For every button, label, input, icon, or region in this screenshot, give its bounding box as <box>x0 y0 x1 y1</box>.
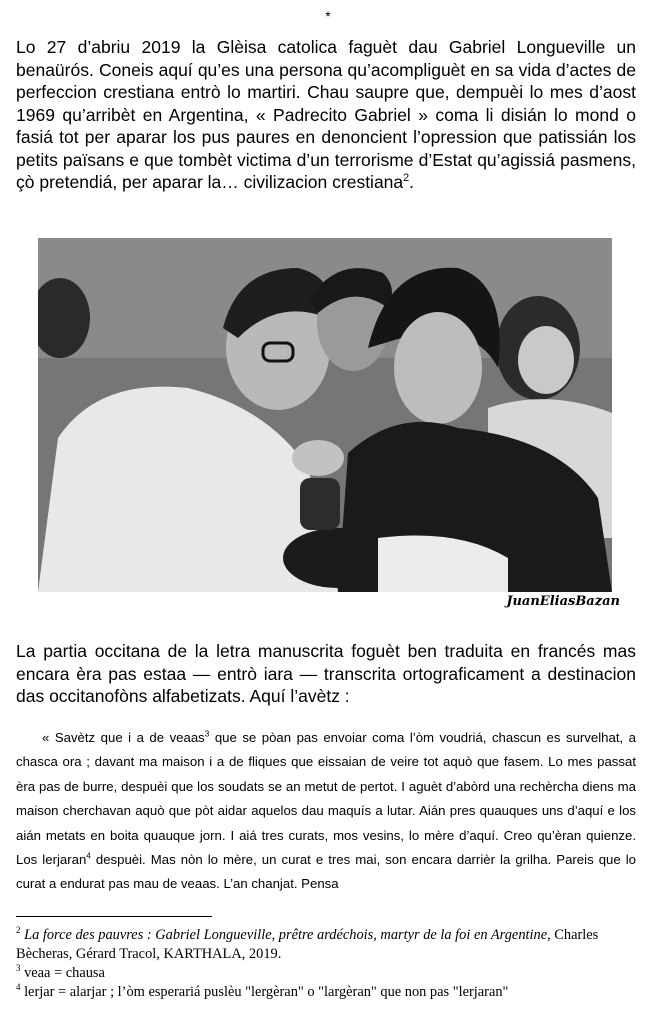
letter-text-middle: que se pòan pas envoiar coma l’òm voudriá, chascun es survelhat, a chasca ora ; davant ma maison i a de fliques que eissaian de veire tot aquò que fasem. Lo mes passat èra pas de burre, despuèi que los soudats se an metut de pertot. I aguèt d’abòrd una rechèrcha diens ma maison cherchavan aquò que pòt aidar aquelos dau maquís a lutar. Aián pres quauques uns d’aquí e los aián metats en boita quauque jorn. I aiá tres curats, mos vesins, lo mère d’aquí. Creo qu’èran quienze. Los lerjaran <box>16 730 636 868</box>
footnote-2-number: 2 <box>16 925 21 936</box>
photo-signature: JuanEliasBazan <box>506 594 620 609</box>
footnote-3-text: veaa = chausa <box>24 965 105 981</box>
intro-text: Lo 27 d’abriu 2019 la Glèisa catolica faguèt dau Gabriel Longueville un benaürós. Coneis aquí qu’es una persona qu’acompliguèt en sa vida d’actes de perfeccion crestiana entrò lo martiri. Chau saupre que, dempuèi lo mes d’aost 1969 qu’arribèt en Argentina, « Padrecito Gabriel » coma li disián lo mond o fasiá tot per aparar los pus paures en denoncient l’opression que patissián los petits païsans e que tombèt victima d’un terrorisme d’Estat qu’agissiá pasmens, çò pretendiá, per aparar la… civilizacion crestiana <box>16 37 636 192</box>
footnote-ref-4[interactable]: 4 <box>86 851 91 861</box>
intro-paragraph <box>16 36 636 194</box>
baptism-vessel <box>300 478 340 530</box>
footnote-ref-3[interactable]: 3 <box>204 729 210 739</box>
footnote-ref-2[interactable]: 2 <box>403 172 410 185</box>
intro-tail: . <box>409 172 415 192</box>
background-woman-face <box>518 326 574 394</box>
baby-head <box>283 528 393 588</box>
section-separator: * <box>325 8 331 24</box>
footnotes <box>16 926 640 1002</box>
footnote-4-number: 4 <box>16 982 21 993</box>
footnote-4-text: lerjar = alarjar ; l’òm esperariá puslèu "lergèran" o "largèran" que non pas "lerjaran" <box>24 984 509 1000</box>
woman-face <box>394 312 482 424</box>
letter-transcription <box>16 726 636 897</box>
footnote-4 <box>16 983 640 1002</box>
letter-text-start: « Savètz que i a de veaas <box>42 730 205 745</box>
transition-paragraph: La partia occitana de la letra manuscrita foguèt ben traduita en francés mas encara èra pas estaa — entrò iara — transcrita ortograficament a destinacion das occitanofòns alfabetizats. Aquí l’avètz : <box>16 641 636 706</box>
footnote-3-number: 3 <box>16 963 21 974</box>
footnote-3 <box>16 964 640 983</box>
footnote-2-title: La force des pauvres : Gabriel Longueville, prêtre ardéchois, martyr de la foi en Argentine <box>24 927 548 943</box>
photo-illustration <box>38 238 612 592</box>
footnote-2 <box>16 926 640 964</box>
priest-hand <box>292 440 344 476</box>
letter-text-end: despuèi. Mas nòn lo mère, un curat e tres mai, son encara darrièr la grilha. Pareis que lo curat a endurat pas mau de veaas. L’an chanjat. Pensa <box>16 852 636 892</box>
historical-photograph <box>38 238 612 592</box>
footnote-2-rest: , Charles Bècheras, Gérard Tracol, KARTHALA, 2019. <box>16 927 599 962</box>
footnote-rule <box>16 916 212 917</box>
